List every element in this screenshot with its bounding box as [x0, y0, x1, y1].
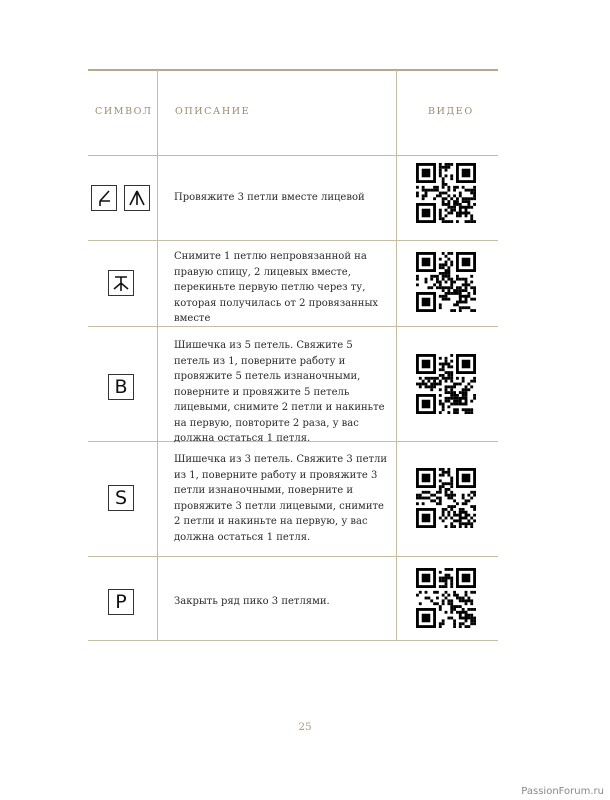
- header-video: ВИДЕО: [428, 106, 474, 117]
- row-description: Шишечка из 3 петель. Свяжите 3 петли из 1, поверните работу и провяжите 3 петли изнаночными, поверните и провяжите 3 петли лицевыми, снимите 2 петли и накиньте на первую, у вас должна остаться 1 петля.: [174, 454, 388, 543]
- row-divider: [88, 240, 498, 241]
- qr-code-icon[interactable]: [416, 252, 476, 312]
- row-divider: [88, 640, 498, 641]
- bobble-5-symbol: B: [108, 374, 134, 400]
- row-divider: [88, 556, 498, 557]
- picot-symbol: P: [108, 589, 134, 615]
- qr-code-icon[interactable]: [416, 568, 476, 628]
- header-symbol: СИМВОЛ: [95, 106, 153, 117]
- watermark: PassionForum.ru: [521, 786, 604, 797]
- page-number: 25: [298, 721, 312, 733]
- header-description: ОПИСАНИЕ: [175, 106, 251, 117]
- qr-code-icon[interactable]: [416, 354, 476, 414]
- row-divider: [88, 155, 498, 156]
- row-description: Провяжите 3 петли вместе лицевой: [174, 192, 365, 203]
- row-description: Снимите 1 петлю непровязанной на правую спицу, 2 лицевых вместе, перекиньте первую петлю через ту, которая получилась от 2 провязанных вместе: [174, 251, 379, 324]
- row-description: Шишечка из 5 петель. Свяжите 5 петель из 1, поверните работу и провяжите 5 петель изнаночными, поверните и провяжите 5 петель лицевыми, снимите 2 петли и накиньте на первую, повторите 2 раза, у вас должна остаться 1 петля.: [174, 340, 385, 444]
- row-description: Закрыть ряд пико 3 петлями.: [174, 596, 330, 607]
- sk2p-icon: [108, 270, 134, 296]
- k3tog-left-icon: [91, 185, 117, 211]
- qr-code-icon[interactable]: [416, 163, 476, 223]
- bobble-3-symbol: S: [108, 485, 134, 511]
- qr-code-icon[interactable]: [416, 468, 476, 528]
- k3tog-right-icon: [124, 185, 150, 211]
- table-top-rule: [88, 69, 498, 71]
